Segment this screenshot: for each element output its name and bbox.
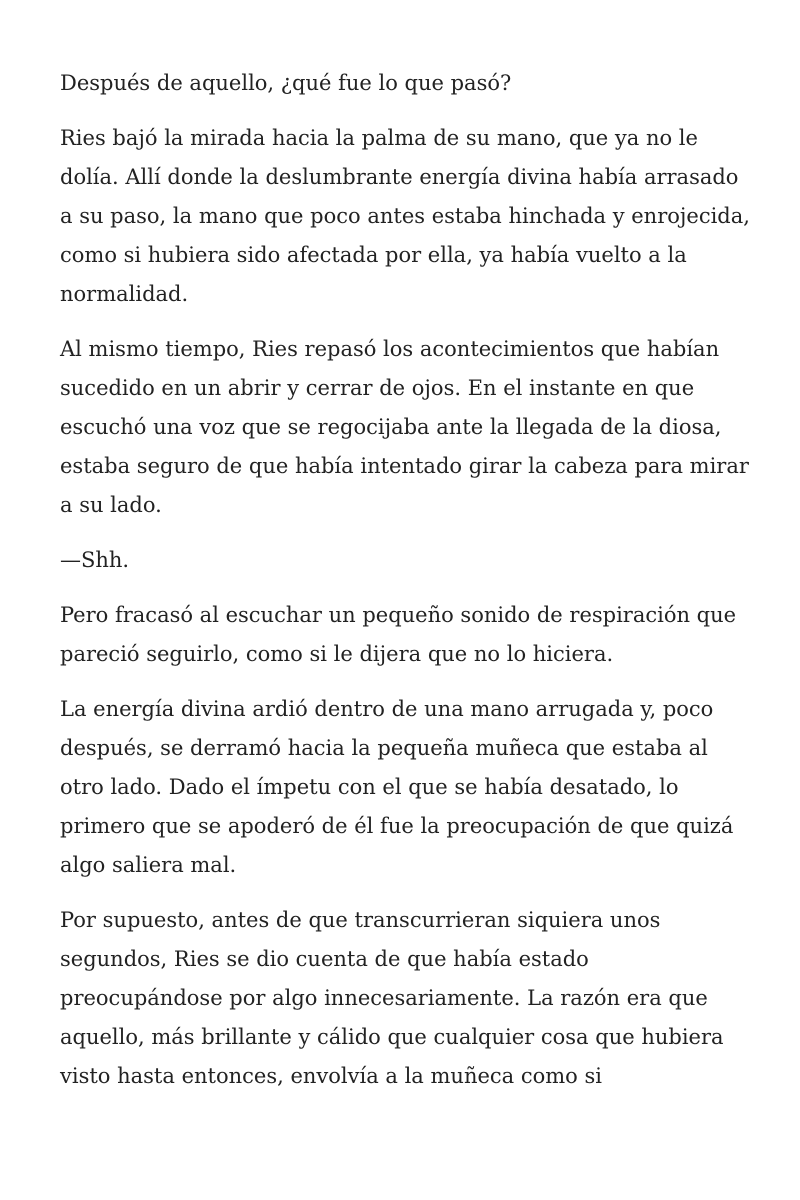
paragraph: Después de aquello, ¿qué fue lo que pasó? — [60, 71, 512, 95]
paragraph: Ries bajó la mirada hacia la palma de su mano, que ya no le dolía. Allí donde la deslumbrante energía divina había arrasado a su paso, la mano que poco antes estaba hinchada y enrojecida, como si hubiera sido afectada por ella, ya había vuelto a la normalidad. — [60, 126, 750, 306]
paragraph: —Shh. — [60, 548, 130, 572]
paragraph: La energía divina ardió dentro de una mano arrugada y, poco después, se derramó hacia la pequeña muñeca que estaba al otro lado. Dado el ímpetu con el que se había desatado, lo primero que se apoderó de él fue la preocupación de que quizá algo saliera mal. — [60, 697, 734, 877]
paragraph: Pero fracasó al escuchar un pequeño sonido de respiración que pareció seguirlo, como si le dijera que no lo hiciera. — [60, 603, 737, 666]
document-page — [60, 64, 750, 1112]
paragraph: Por supuesto, antes de que transcurrieran siquiera unos segundos, Ries se dio cuenta de que había estado preocupándose por algo innecesariamente. La razón era que aquello, más brillante y cálido que cualquier cosa que hubiera visto hasta entonces, envolvía a la muñeca como si — [60, 908, 724, 1088]
paragraph: Al mismo tiempo, Ries repasó los acontecimientos que habían sucedido en un abrir y cerrar de ojos. En el instante en que escuchó una voz que se regocijaba ante la llegada de la diosa, estaba seguro de que había intentado girar la cabeza para mirar a su lado. — [60, 337, 749, 517]
